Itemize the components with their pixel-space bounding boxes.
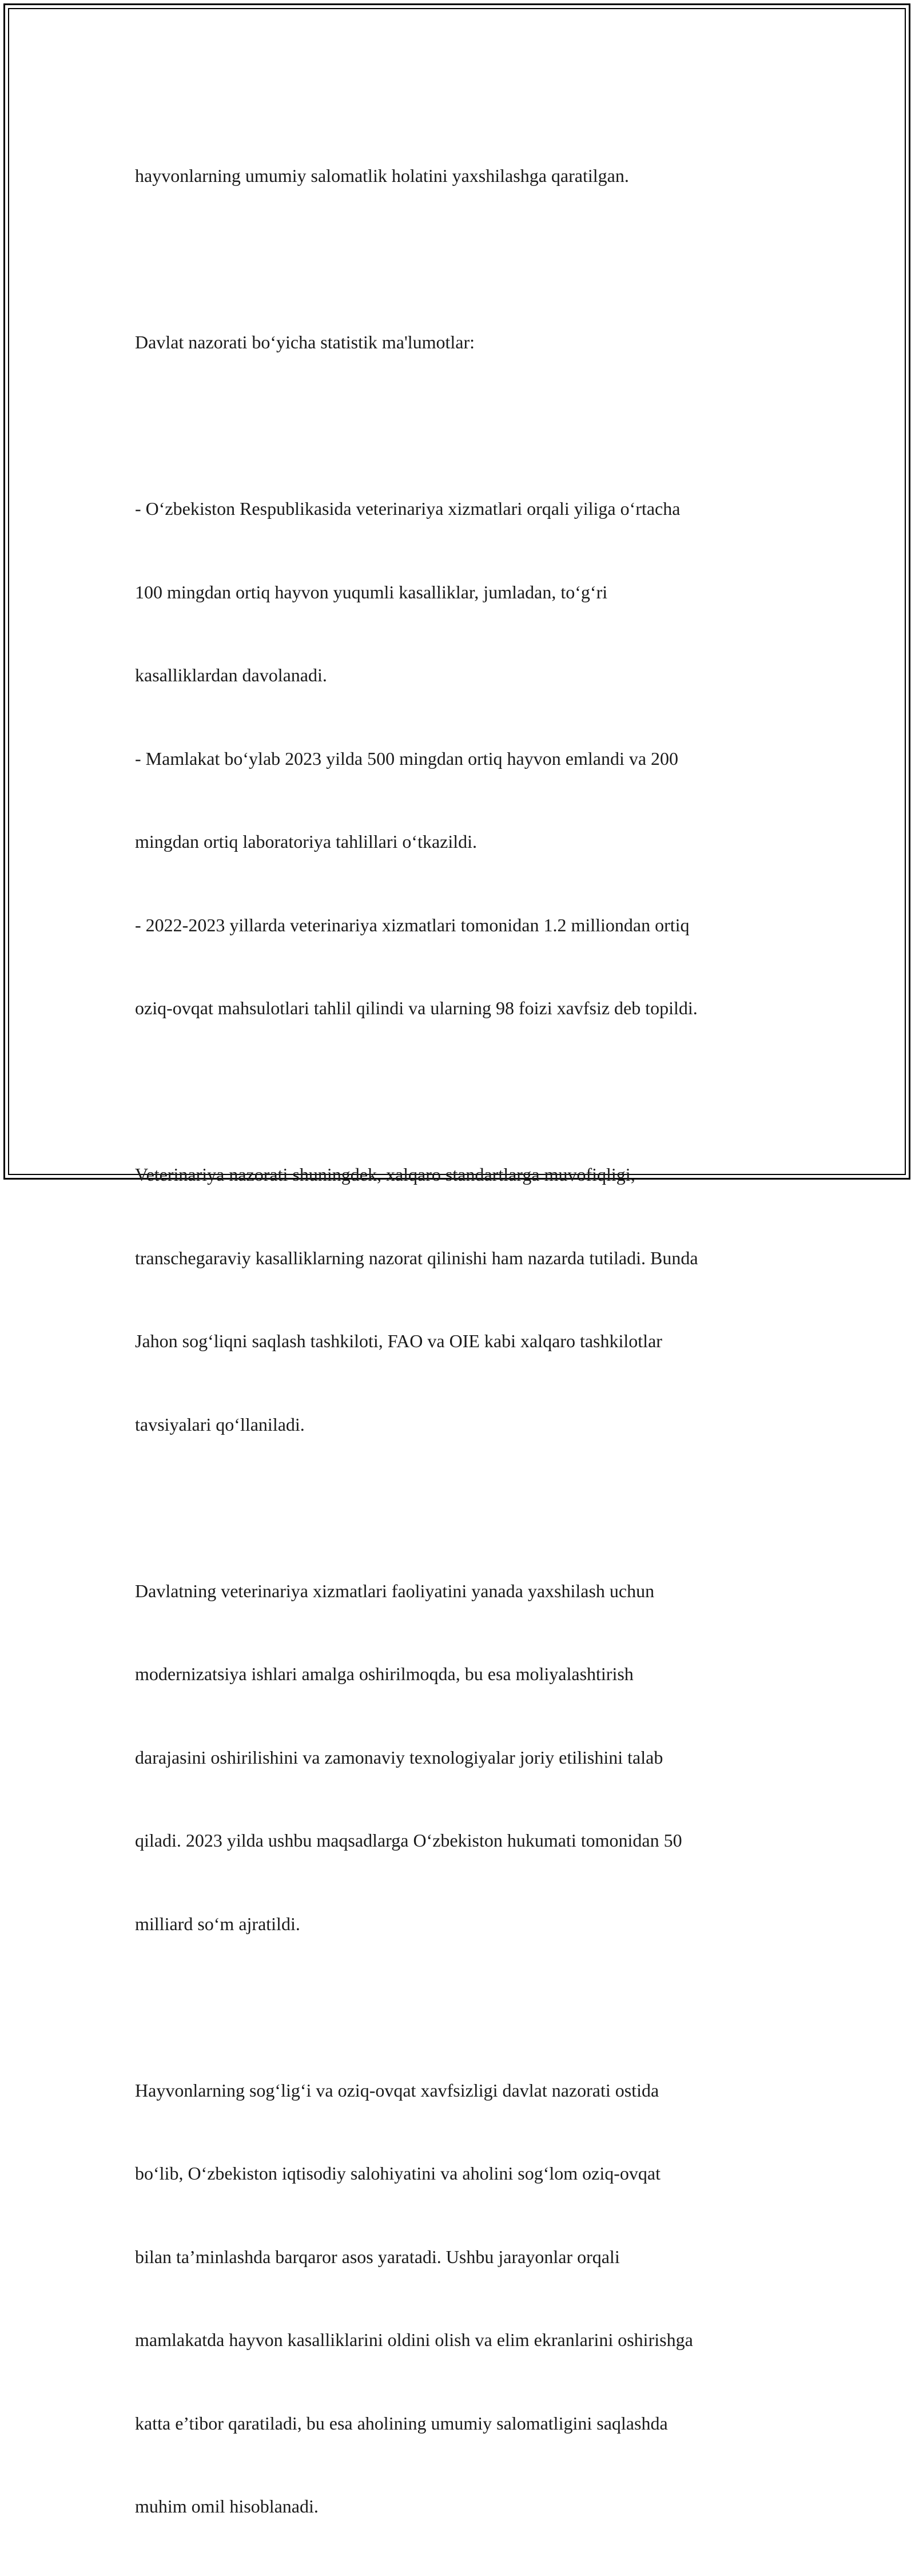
text-line: transchegaraviy kasalliklarning nazorat qilinishi ham nazarda tutiladi. Bunda bbox=[135, 1247, 698, 1268]
paragraph-international-standards bbox=[135, 1105, 787, 1494]
text-line: bo‘lib, O‘zbekiston iqtisodiy salohiyatini va aholini sog‘lom oziq-ovqat bbox=[135, 2163, 661, 2184]
text-line: hayvonlarning umumiy salomatlik holatini yaxshilashga qaratilgan. bbox=[135, 165, 629, 186]
text-line: mamlakatda hayvon kasalliklarini oldini olish va elim ekranlarini oshirishga bbox=[135, 2329, 693, 2350]
text-line: Hayvonlarning sog‘lig‘i va oziq-ovqat xavfsizligi davlat nazorati ostida bbox=[135, 2079, 659, 2101]
text-line: tavsiyalari qo‘llaniladi. bbox=[135, 1414, 305, 1435]
text-line: - O‘zbekiston Respublikasida veterinariya xizmatlari orqali yiliga o‘rtacha bbox=[135, 498, 681, 519]
text-line: 100 mingdan ortiq hayvon yuqumli kasalliklar, jumladan, to‘g‘ri bbox=[135, 581, 608, 602]
paragraph-conclusion bbox=[135, 2021, 787, 2576]
paragraph-modernization bbox=[135, 1522, 787, 1994]
text-line: kasalliklardan davolanadi. bbox=[135, 665, 327, 685]
text-line: qiladi. 2023 yilda ushbu maqsadlarga O‘zbekiston hukumati tomonidan 50 bbox=[135, 1830, 682, 1851]
text-line: muhim omil hisoblanadi. bbox=[135, 2496, 319, 2517]
text-line: darajasini oshirilishini va zamonaviy texnologiyalar joriy etilishini talab bbox=[135, 1747, 663, 1768]
text-line: Davlatning veterinariya xizmatlari faoliyatini yanada yaxshilash uchun bbox=[135, 1580, 655, 1601]
text-line: Veterinariya nazorati shuningdek, xalqaro standartlarga muvofiqligi, bbox=[135, 1164, 635, 1185]
text-line: katta e’tibor qaratiladi, bu esa aholining umumiy salomatligini saqlashda bbox=[135, 2412, 668, 2434]
text-line: - Mamlakat bo‘ylab 2023 yilda 500 mingdan ortiq hayvon emlandi va 200 bbox=[135, 748, 679, 769]
paragraph-intro bbox=[135, 106, 787, 245]
paragraph-statistics-list bbox=[135, 439, 787, 1078]
paragraph-statistics-heading bbox=[135, 273, 787, 412]
text-line: mingdan ortiq laboratoriya tahlillari o‘tkazildi. bbox=[135, 831, 478, 852]
text-line: bilan ta’minlashda barqaror asos yaratadi. Ushbu jarayonlar orqali bbox=[135, 2246, 620, 2267]
text-line: Jahon sog‘liqni saqlash tashkiloti, FAO va OIE kabi xalqaro tashkilotlar bbox=[135, 1331, 662, 1351]
text-line: - 2022-2023 yillarda veterinariya xizmatlari tomonidan 1.2 milliondan ortiq bbox=[135, 914, 690, 935]
text-line: oziq-ovqat mahsulotlari tahlil qilindi va ularning 98 foizi xavfsiz deb topildi. bbox=[135, 998, 698, 1018]
document-body bbox=[135, 106, 787, 2576]
text-line: Davlat nazorati bo‘yicha statistik ma'lumotlar: bbox=[135, 332, 475, 352]
text-line: modernizatsiya ishlari amalga oshirilmoqda, bu esa moliyalashtirish bbox=[135, 1664, 634, 1684]
text-line: milliard so‘m ajratildi. bbox=[135, 1913, 300, 1934]
